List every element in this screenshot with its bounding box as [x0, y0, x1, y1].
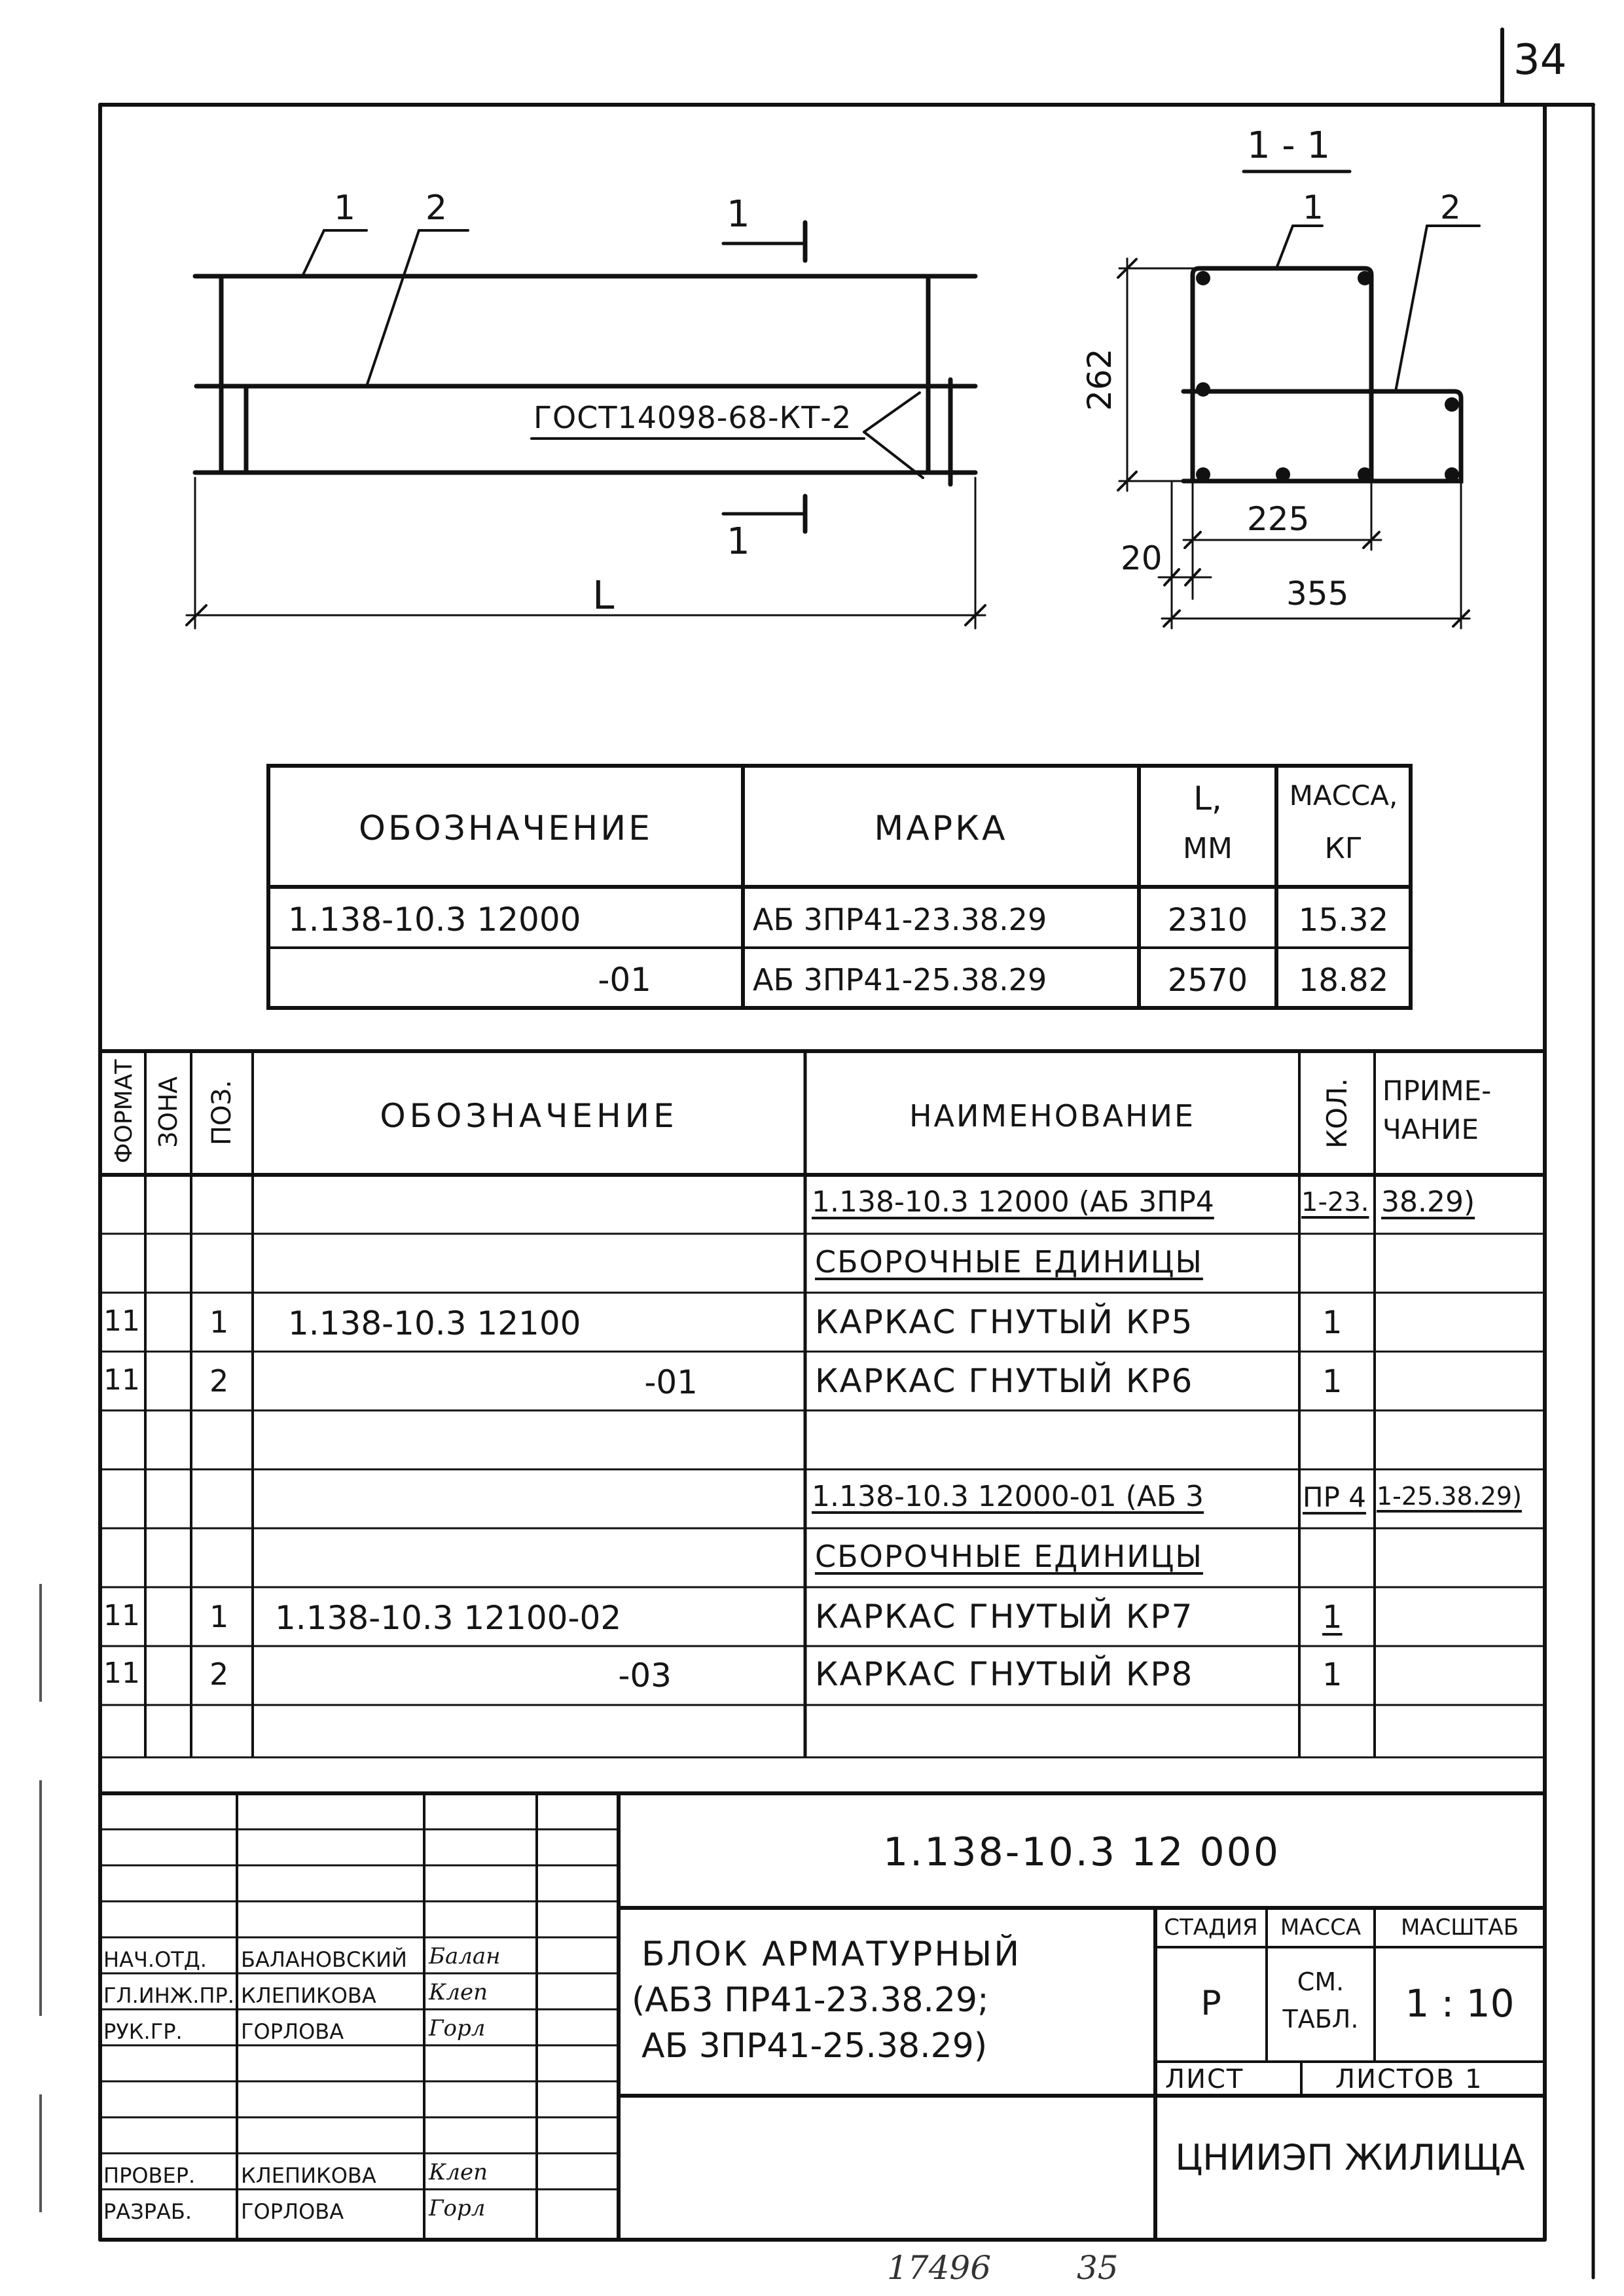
spec-row-name: 1.138-10.3 12000 (АБ 3ПР4	[812, 1185, 1214, 1219]
role-label: ПРОВЕР.	[103, 2163, 196, 2188]
weld-note: ГОСТ14098-68-КТ-2	[533, 400, 852, 435]
role-label: РАЗРАБ.	[103, 2199, 192, 2224]
section-view	[1118, 171, 1479, 628]
section-mark-label: 1	[727, 520, 750, 563]
spec-row-name: 1.138-10.3 12000-01 (АБ 3	[812, 1480, 1204, 1513]
section-mark-label: 1	[727, 193, 750, 236]
marks-header-mass: МАССА,	[1289, 780, 1398, 812]
marks-header-mass-unit: КГ	[1324, 832, 1363, 865]
scale-value: 1 : 10	[1405, 1981, 1515, 2026]
spec-header-name: НАИМЕНОВАНИЕ	[909, 1098, 1196, 1134]
role-label: РУК.ГР.	[103, 2019, 183, 2044]
callout-label: 2	[425, 188, 448, 228]
spec-row-pos: 1	[209, 1304, 229, 1340]
role-name: КЛЕПИКОВА	[241, 2163, 376, 2188]
spec-header-format: ФОРМАТ	[111, 1059, 137, 1164]
marks-header-designation: ОБОЗНАЧЕНИЕ	[359, 809, 653, 848]
spec-row-note: 1-25.38.29)	[1377, 1482, 1522, 1511]
spec-row-pos: 2	[209, 1657, 229, 1692]
spec-row-pos: 1	[209, 1599, 229, 1634]
marks-header-mark: МАРКА	[874, 809, 1008, 848]
spec-row-note: 38.29)	[1381, 1185, 1475, 1219]
archive-number: 17496	[887, 2249, 992, 2287]
role-name: БАЛАНОВСКИЙ	[241, 1947, 407, 1972]
role-signature: Балан	[429, 1943, 501, 1969]
spec-row-name: СБОРОЧНЫЕ ЕДИНИЦЫ	[815, 1539, 1203, 1574]
spec-row-qty: 1	[1322, 1363, 1343, 1400]
spec-row-pos: 2	[209, 1363, 229, 1399]
spec-row-format: 11	[103, 1657, 140, 1690]
marks-row-designation: 1.138-10.3 12000	[288, 901, 581, 939]
spec-row-designation: -03	[618, 1657, 672, 1695]
role-name: КЛЕПИКОВА	[241, 1983, 376, 2008]
doc-code: 1.138-10.3 12 000	[882, 1829, 1281, 1875]
sheets-label: ЛИСТОВ 1	[1335, 2064, 1483, 2094]
marks-header-length-unit: ММ	[1183, 832, 1233, 865]
title-line: БЛОК АРМАТУРНЫЙ	[641, 1935, 1022, 1974]
spec-row-name: КАРКАС ГНУТЫЙ КР6	[815, 1362, 1194, 1400]
spec-header-qty: КОЛ.	[1321, 1078, 1353, 1149]
spec-row-designation: 1.138-10.3 12100-02	[275, 1599, 622, 1637]
spec-row-format: 11	[103, 1363, 140, 1397]
role-name: ГОРЛОВА	[241, 2019, 344, 2044]
spec-header-note: ПРИМЕ- ЧАНИЕ	[1382, 1075, 1492, 1145]
spec-row-format: 11	[103, 1304, 140, 1338]
marks-row-mass: 15.32	[1298, 902, 1389, 939]
dim-offset: 20	[1121, 539, 1163, 577]
role-label: ГЛ.ИНЖ.ПР.	[103, 1983, 234, 2008]
mass-label: МАССА	[1280, 1914, 1362, 1941]
scale-label: МАСШТАБ	[1400, 1914, 1519, 1941]
spec-row-format: 11	[103, 1599, 140, 1632]
marks-header-length: L,	[1193, 780, 1222, 817]
marks-row-mass: 18.82	[1298, 962, 1389, 999]
length-label: L	[592, 573, 615, 619]
role-signature: Горл	[429, 2195, 486, 2221]
marks-row-mark: АБ 3ПР41-23.38.29	[753, 902, 1047, 937]
spec-header-pos: ПОЗ.	[207, 1080, 237, 1145]
mass-value: СМ. ТАБЛ.	[1282, 1967, 1359, 2034]
section-callout-label: 1	[1303, 188, 1324, 226]
sheet-label: ЛИСТ	[1165, 2064, 1244, 2094]
marks-row-mark: АБ 3ПР41-25.38.29	[753, 962, 1047, 997]
spec-row-name: СБОРОЧНЫЕ ЕДИНИЦЫ	[815, 1244, 1203, 1280]
role-signature: Клеп	[429, 2159, 488, 2185]
dim-height: 262	[1081, 348, 1119, 411]
spec-row-name: КАРКАС ГНУТЫЙ КР8	[815, 1655, 1194, 1693]
spec-row-qty: 1-23.	[1301, 1187, 1369, 1217]
spec-row-qty: ПР 4	[1303, 1481, 1366, 1513]
section-callout-label: 2	[1440, 188, 1461, 226]
section-title: 1 - 1	[1247, 124, 1331, 167]
stage-value: Р	[1200, 1984, 1221, 2023]
role-signature: Клеп	[429, 1979, 488, 2005]
role-signature: Горл	[429, 2015, 486, 2041]
spec-row-designation: 1.138-10.3 12100	[288, 1304, 581, 1342]
spec-table-grid	[100, 1051, 1545, 1757]
spec-row-name: КАРКАС ГНУТЫЙ КР7	[815, 1598, 1194, 1636]
spec-row-qty: 1	[1322, 1599, 1343, 1636]
organization: ЦНИИЭП ЖИЛИЩА	[1175, 2137, 1525, 2178]
spec-header-zone: ЗОНА	[154, 1076, 183, 1148]
dim-outer: 355	[1286, 575, 1349, 613]
stage-label: СТАДИЯ	[1164, 1914, 1258, 1941]
marks-row-length: 2570	[1167, 962, 1248, 999]
spec-row-qty: 1	[1322, 1304, 1343, 1341]
title-line: (АБ3 ПР41-23.38.29;	[632, 1981, 989, 2020]
marks-row-designation: -01	[598, 961, 651, 999]
role-label: НАЧ.ОТД.	[103, 1947, 207, 1972]
page-number: 35	[1077, 2249, 1119, 2287]
spec-header-designation: ОБОЗНАЧЕНИЕ	[380, 1097, 678, 1135]
role-name: ГОРЛОВА	[241, 2199, 344, 2224]
spec-row-designation: -01	[644, 1363, 698, 1401]
dim-inner: 225	[1247, 500, 1310, 538]
callout-label: 1	[334, 188, 356, 228]
sheet-number: 34	[1513, 36, 1567, 84]
spec-row-name: КАРКАС ГНУТЫЙ КР5	[815, 1303, 1194, 1341]
spec-row-qty: 1	[1322, 1657, 1343, 1693]
title-line: АБ 3ПР41-25.38.29)	[641, 2026, 988, 2066]
marks-row-length: 2310	[1167, 902, 1248, 939]
